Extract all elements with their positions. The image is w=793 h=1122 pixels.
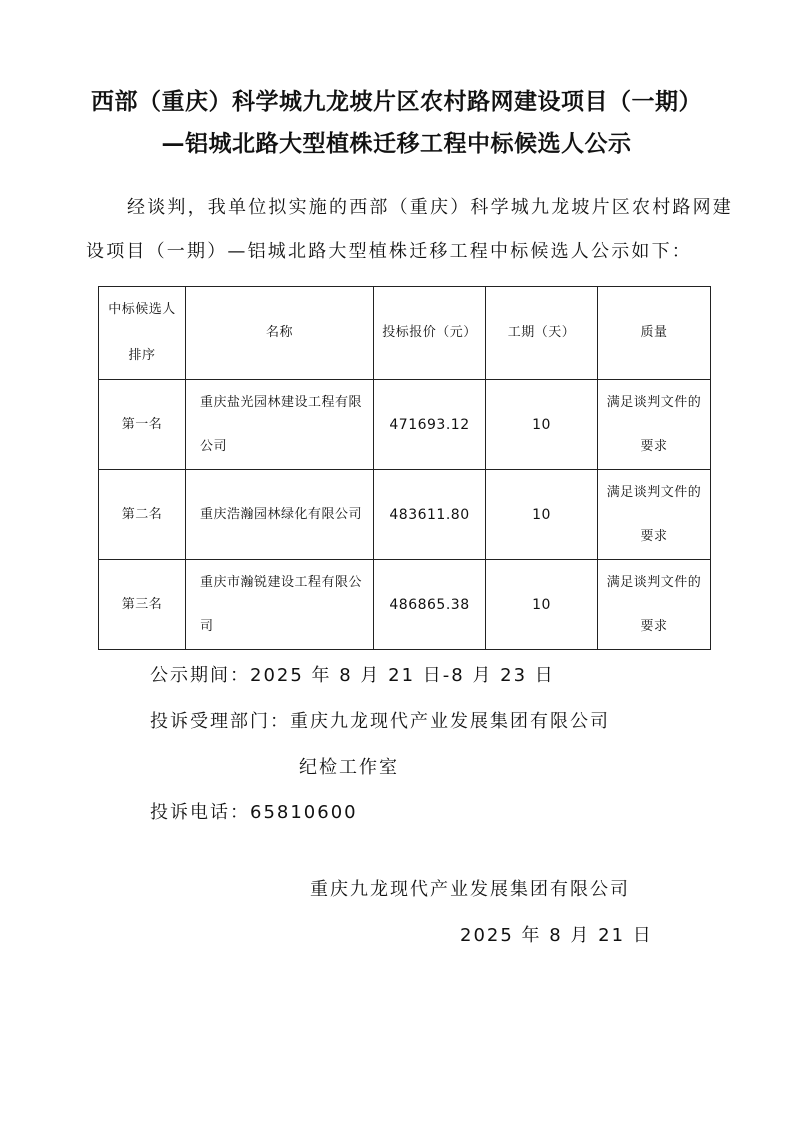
cell-quality: 满足谈判文件的要求 <box>598 470 711 560</box>
cell-period: 10 <box>486 560 598 650</box>
complaint-phone: 投诉电话：65810600 <box>150 802 358 823</box>
table-row <box>99 560 711 650</box>
signature-org: 重庆九龙现代产业发展集团有限公司 <box>310 879 630 900</box>
cell-price: 471693.12 <box>374 380 486 470</box>
cell-rank: 第一名 <box>99 380 186 470</box>
table-header-row <box>99 287 711 380</box>
cell-rank: 第二名 <box>99 470 186 560</box>
header-period: 工期（天） <box>486 287 598 380</box>
cell-name: 重庆市瀚锐建设工程有限公司 <box>186 560 374 650</box>
complaint-dept-line2: 纪检工作室 <box>299 757 399 778</box>
notice-period: 公示期间：2025 年 8 月 21 日-8 月 23 日 <box>150 665 555 686</box>
cell-period: 10 <box>486 380 598 470</box>
candidates-table <box>98 286 711 650</box>
cell-name: 重庆盐光园林建设工程有限公司 <box>186 380 374 470</box>
header-price: 投标报价（元） <box>374 287 486 380</box>
intro-paragraph-line2: 设项目（一期）—铝城北路大型植株迁移工程中标候选人公示如下： <box>86 241 692 262</box>
cell-price: 483611.80 <box>374 470 486 560</box>
header-rank: 中标候选人排序 <box>99 287 186 380</box>
cell-name: 重庆浩瀚园林绿化有限公司 <box>186 470 374 560</box>
cell-price: 486865.38 <box>374 560 486 650</box>
signature-date: 2025 年 8 月 21 日 <box>460 925 653 946</box>
header-quality: 质量 <box>598 287 711 380</box>
cell-period: 10 <box>486 470 598 560</box>
table-row <box>99 380 711 470</box>
document-title-line2: —铝城北路大型植株迁移工程中标候选人公示 <box>161 130 632 157</box>
document-title-line1: 西部（重庆）科学城九龙坡片区农村路网建设项目（一期） <box>91 88 702 115</box>
table-row <box>99 470 711 560</box>
cell-rank: 第三名 <box>99 560 186 650</box>
complaint-dept-line1: 投诉受理部门：重庆九龙现代产业发展集团有限公司 <box>150 711 610 732</box>
cell-quality: 满足谈判文件的要求 <box>598 560 711 650</box>
cell-quality: 满足谈判文件的要求 <box>598 380 711 470</box>
header-name: 名称 <box>186 287 374 380</box>
intro-paragraph-line1: 经谈判，我单位拟实施的西部（重庆）科学城九龙坡片区农村路网建 <box>127 197 733 218</box>
